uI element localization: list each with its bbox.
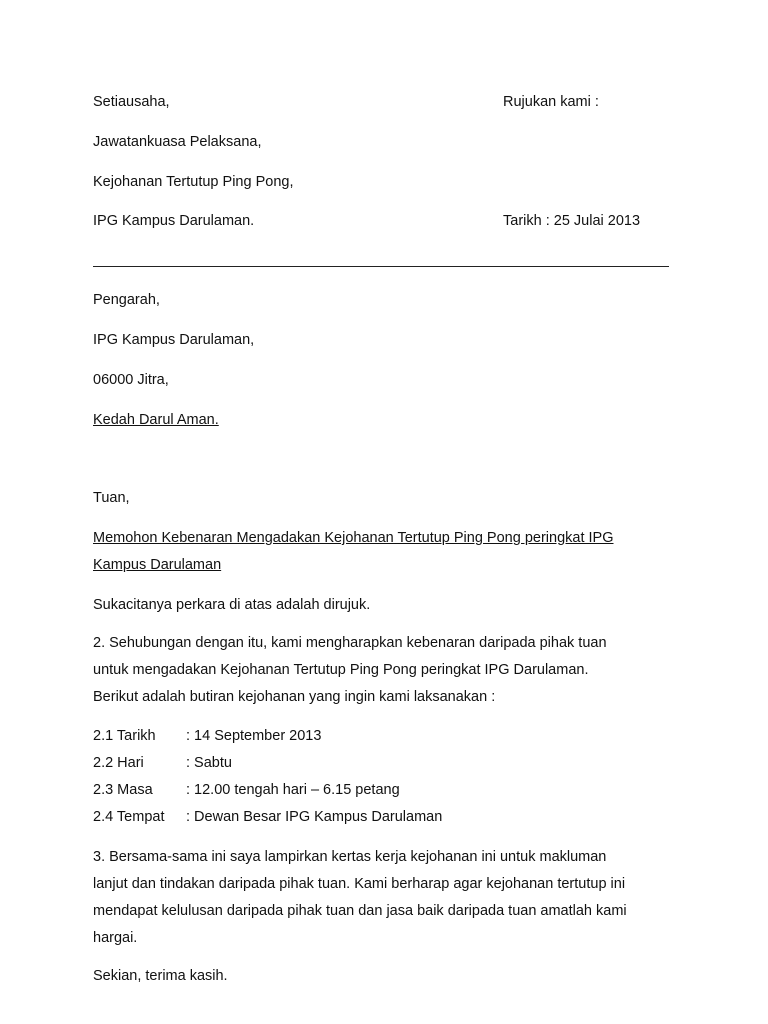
reference-label: Rujukan kami : — [503, 94, 599, 110]
closing-line: Sekian, terima kasih. — [93, 968, 228, 984]
sender-line-1: Setiausaha, — [93, 94, 170, 110]
para2-line-3: Berikut adalah butiran kejohanan yang ingin kami laksanakan : — [93, 689, 496, 705]
sender-line-2: Jawatankuasa Pelaksana, — [93, 134, 262, 150]
salutation: Tuan, — [93, 490, 130, 506]
detail-label: 2.1 Tarikh — [93, 728, 156, 744]
recipient-line-3: 06000 Jitra, — [93, 372, 169, 388]
detail-row-date — [93, 727, 321, 745]
para3-line-1: 3. Bersama-sama ini saya lampirkan kertas kerja kejohanan ini untuk makluman — [93, 849, 607, 865]
recipient-line-1: Pengarah, — [93, 292, 160, 308]
subject-line-2: Kampus Darulaman — [93, 557, 222, 573]
para3-line-3: mendapat kelulusan daripada pihak tuan dan jasa baik daripada tuan amatlah kami — [93, 903, 627, 919]
recipient-line-4: Kedah Darul Aman. — [93, 412, 219, 428]
detail-value: : 14 September 2013 — [186, 728, 322, 744]
recipient-line-2: IPG Kampus Darulaman, — [93, 332, 255, 348]
para3-line-2: lanjut dan tindakan daripada pihak tuan. Kami berharap agar kejohanan tertutup ini — [93, 876, 626, 892]
sender-line-3: Kejohanan Tertutup Ping Pong, — [93, 174, 294, 190]
sender-line-4: IPG Kampus Darulaman. — [93, 213, 255, 229]
detail-value: : 12.00 tengah hari – 6.15 petang — [186, 782, 400, 798]
subject-line-1: Memohon Kebenaran Mengadakan Kejohanan Tertutup Ping Pong peringkat IPG — [93, 530, 614, 546]
detail-label: 2.3 Masa — [93, 782, 153, 798]
detail-row-venue — [93, 808, 442, 826]
para2-line-1: 2. Sehubungan dengan itu, kami mengharapkan kebenaran daripada pihak tuan — [93, 635, 607, 651]
letter-date: Tarikh : 25 Julai 2013 — [503, 213, 641, 229]
para2-line-2: untuk mengadakan Kejohanan Tertutup Ping Pong peringkat IPG Darulaman. — [93, 662, 589, 678]
detail-value: : Dewan Besar IPG Kampus Darulaman — [186, 809, 443, 825]
para3-line-4: hargai. — [93, 930, 138, 946]
separator-rule — [93, 266, 669, 267]
detail-label: 2.2 Hari — [93, 755, 144, 771]
detail-row-time — [93, 781, 400, 799]
detail-value: : Sabtu — [186, 755, 232, 771]
detail-label: 2.4 Tempat — [93, 809, 165, 825]
intro-paragraph: Sukacitanya perkara di atas adalah dirujuk. — [93, 597, 371, 613]
detail-row-day — [93, 754, 232, 772]
